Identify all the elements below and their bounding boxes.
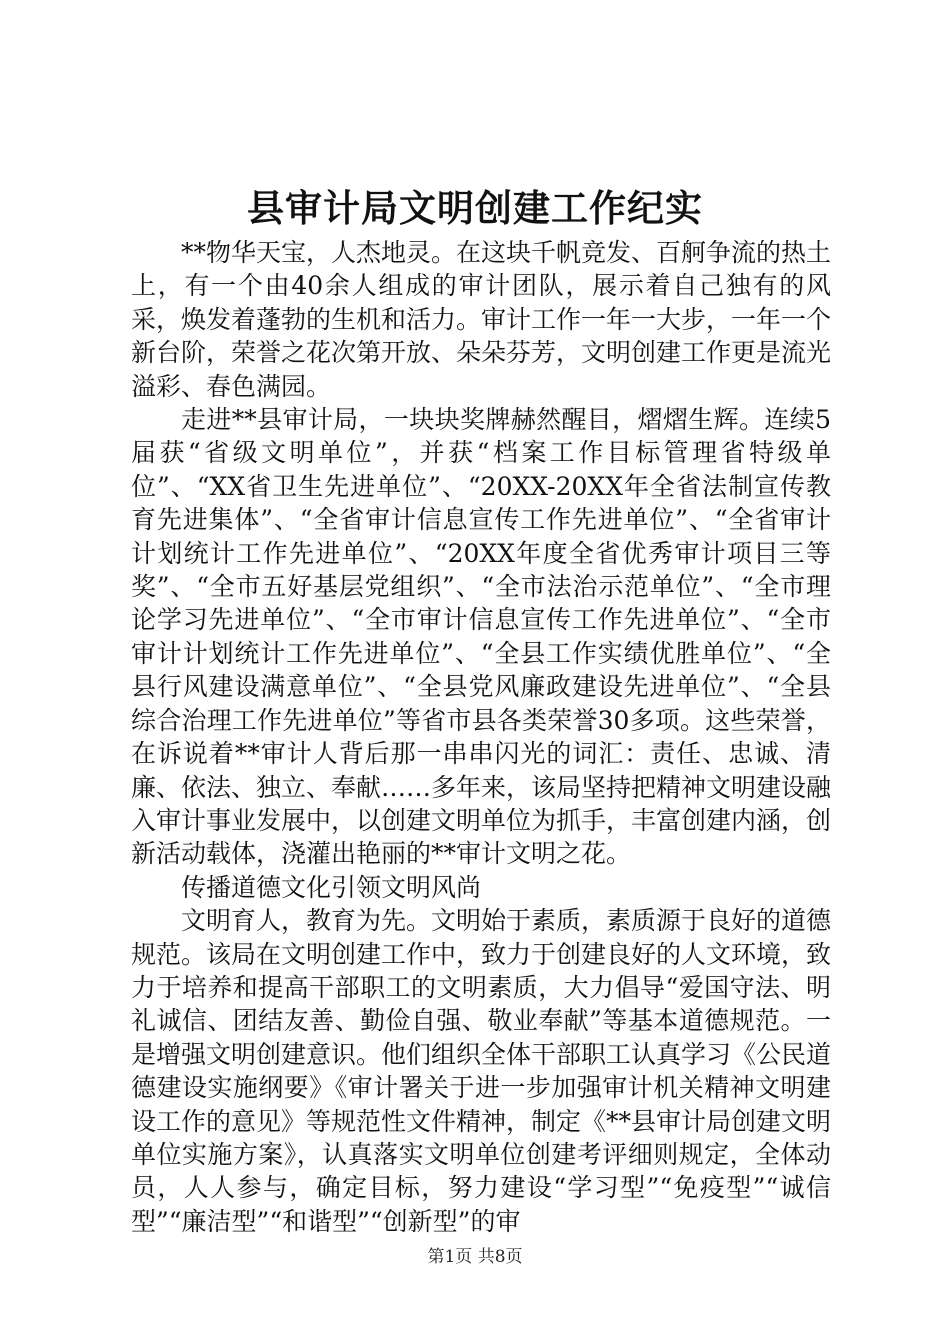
section-heading: 传播道德文化引领文明风尚 [181,872,482,902]
paragraph-education: 文明育人，教育为先。文明始于素质，素质源于良好的道德规范。该局在文明创建工作中，致力于创建良好的人文环境，致力于培养和提高干部职工的文明素质，大力倡导“爱国守法、明礼诚信、团结友善、勤俭自强、敬业奉献”等基本道德规范。一是增强文明创建意识。他们组织全体干部职工认真学习《公民道德建设实施纲要》《审计署关于进一步加强审计机关精神文明建设工作的意见》等规范性文件精神，制定《**县审计局创建文明单位实施方案》，认真落实文明单位创建考评细则规定，全体动员，人人参与，确定目标，努力建设“学习型”“免疫型”“诚信型”“廉洁型”“和谐型”“创新型”的审 [131,906,832,1236]
paragraph-intro: **物华天宝，人杰地灵。在这块千帆竞发、百舸争流的热土上，有一个由40余人组成的审计团队，展示着自己独有的风采，焕发着蓬勃的生机和活力。审计工作一年一大步，一年一个新台阶，荣誉之花次第开放、朵朵芬芳，文明创建工作更是流光溢彩、春色满园。 [131,238,832,401]
document-title: 县审计局文明创建工作纪实 [247,186,703,230]
paragraph-honors: 走进**县审计局，一块块奖牌赫然醒目，熠熠生辉。连续5届获“省级文明单位”，并获“档案工作目标管理省特级单位”、“XX省卫生先进单位”、“20XX-20XX年全省法制宣传教育先进集体”、“全省审计信息宣传工作先进单位”、“全省审计计划统计工作先进单位”、“20XX年度全省优秀审计项目三等奖”、“全市五好基层党组织”、“全市法治示范单位”、“全市理论学习先进单位”、“全市审计信息宣传工作先进单位”、“全市审计计划统计工作先进单位”、“全县工作实绩优胜单位”、“全县行风建设满意单位”、“全县党风廉政建设先进单位”、“全县综合治理工作先进单位”等省市县各类荣誉30多项。这些荣誉，在诉说着**审计人背后那一串串闪光的词汇：责任、忠诚、清廉、依法、独立、奉献……多年来，该局坚持把精神文明建设融入审计事业发展中，以创建文明单位为抓手，丰富创建内涵，创新活动载体，浇灌出艳丽的**审计文明之花。 [131,405,832,869]
page-number-footer: 第1页 共8页 [427,1247,523,1267]
document-body [131,236,831,1238]
